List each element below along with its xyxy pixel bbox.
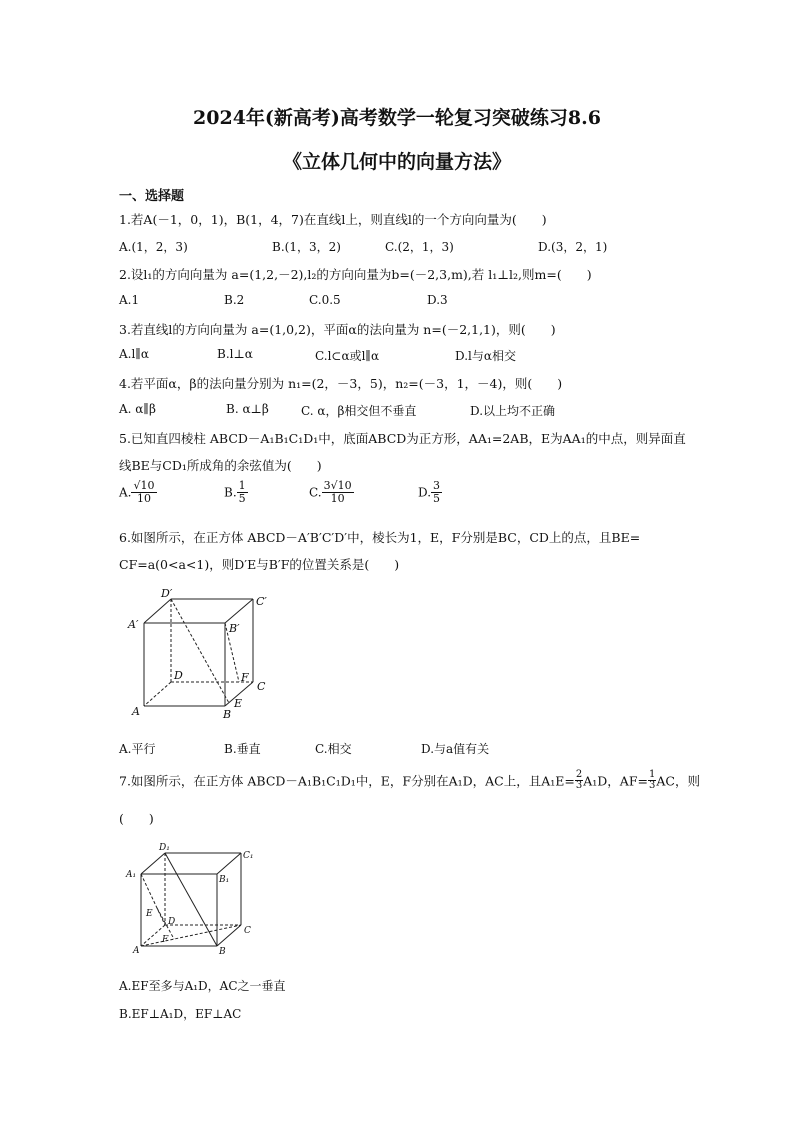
- hidden-edge: [144, 682, 171, 706]
- q6-stem-line-1: 6.如图所示，在正方体 ABCD－A′B′C′D′中，棱长为1，E，F分别是BC，CD上的点，且BE=: [119, 530, 641, 545]
- q5-option-d-label: D.: [418, 485, 432, 500]
- label-c1: C₁: [243, 851, 254, 861]
- label-d: D: [168, 917, 176, 927]
- edge: [225, 599, 253, 623]
- q6-option-b: B.垂直: [224, 742, 261, 756]
- edge: [144, 599, 171, 623]
- q5-option-a-numerator: √10: [133, 479, 155, 492]
- edge: [217, 853, 241, 874]
- label-a1: A₁: [126, 870, 137, 880]
- q5-option-a-denominator: 10: [136, 492, 151, 506]
- label-e: E: [234, 697, 243, 710]
- segment-ac: [141, 925, 241, 946]
- label-a: A: [133, 946, 140, 956]
- q5-stem-line-1: 5.已知直四棱柱 ABCD－A₁B₁C₁D₁中，底面ABCD为正方形，AA₁=2AB，E为AA₁的中点，则异面直: [119, 431, 686, 446]
- q7-fraction-1-denominator: 3: [575, 780, 583, 791]
- q5-option-c: [309, 480, 354, 505]
- label-d: D: [174, 669, 183, 682]
- q4-option-d: D.以上均不正确: [470, 404, 556, 418]
- label-a-prime: A′: [128, 618, 139, 631]
- q7-cube-figure: [119, 840, 264, 958]
- q5-option-a: [119, 480, 157, 505]
- q1-option-b: B.(1，3，2): [272, 240, 341, 254]
- q2-option-c: C.0.5: [309, 293, 341, 307]
- q7-option-a: A.EF至多与A₁D，AC之一垂直: [119, 979, 286, 993]
- q1-stem: 1.若A(－1，0，1)，B(1，4，7)在直线l上，则直线l的一个方向向量为( ): [119, 212, 547, 227]
- label-d-prime: D′: [161, 587, 173, 600]
- segment-dpe: [171, 599, 229, 703]
- label-d1: D₁: [159, 843, 170, 853]
- q5-option-c-label: C.: [309, 485, 322, 500]
- q7-option-b: B.EF⊥A₁D，EF⊥AC: [119, 1007, 242, 1021]
- q2-option-b: B.2: [224, 293, 245, 307]
- label-e: E: [146, 909, 153, 919]
- q5-option-c-denominator: 10: [330, 492, 345, 506]
- label-c-prime: C′: [256, 595, 267, 608]
- label-c: C: [244, 926, 251, 936]
- label-a: A: [132, 705, 140, 718]
- q7-fraction-2-numerator: 1: [648, 769, 656, 780]
- q5-stem-line-2: 线BE与CD₁所成角的余弦值为( ): [119, 458, 322, 473]
- segment-d1b: [165, 853, 217, 946]
- q4-option-b: B. α⊥β: [226, 402, 269, 416]
- q5-option-b-numerator: 1: [238, 479, 246, 492]
- q7-fraction-2-denominator: 3: [648, 780, 656, 791]
- q7-stem-part-2: A₁D，AF=: [583, 773, 648, 789]
- q6-option-c: C.相交: [315, 742, 352, 756]
- label-b: B: [223, 708, 232, 721]
- q4-option-c: C. α，β相交但不垂直: [301, 404, 417, 418]
- q2-stem: 2.设l₁的方向向量为 a=(1,2,－2),l₂的方向向量为b=(－2,3,m),若 l₁⊥l₂,则m=( ): [119, 267, 592, 282]
- label-b: B: [219, 947, 226, 957]
- label-c: C: [257, 680, 266, 693]
- title-line-2: 《立体几何中的向量方法》: [282, 151, 511, 173]
- title-line-1: 2024年(新高考)高考数学一轮复习突破练习8.6: [193, 107, 601, 129]
- q2-option-a: A.1: [119, 293, 140, 307]
- q3-option-a: A.l∥α: [119, 347, 149, 361]
- q5-option-a-label: A.: [119, 485, 132, 500]
- q4-option-a: A. α∥β: [119, 402, 156, 416]
- q1-option-c: C.(2，1，3): [385, 240, 454, 254]
- section-heading: 一、选择题: [119, 189, 185, 204]
- q7-stem-part-3: AC，则: [656, 773, 700, 789]
- q5-option-b-label: B.: [224, 485, 237, 500]
- q5-option-d-numerator: 3: [433, 479, 441, 492]
- q3-option-b: B.l⊥α: [217, 347, 253, 361]
- q7-stem-line-1: [119, 770, 700, 791]
- label-f: F: [162, 935, 169, 945]
- q1-option-a: A.(1，2，3): [119, 240, 188, 254]
- q3-option-c: C.l⊂α或l∥α: [315, 349, 380, 363]
- label-b1: B₁: [219, 875, 230, 885]
- q5-option-d-denominator: 5: [433, 492, 441, 506]
- q5-option-b: [224, 480, 248, 505]
- q6-cube-figure: [119, 586, 279, 726]
- q1-option-d: D.(3，2，1): [538, 240, 608, 254]
- q7-stem-line-2: ( ): [119, 811, 154, 826]
- edge: [141, 853, 165, 874]
- q6-stem-line-2: CF=a(0<a<1)，则D′E与B′F的位置关系是( ): [119, 557, 400, 572]
- q7-fraction-1-numerator: 2: [575, 769, 583, 780]
- label-f: F: [241, 671, 249, 684]
- q3-stem: 3.若直线l的方向向量为 a=(1,0,2)，平面α的法向量为 n=(－2,1,1)，则( ): [119, 322, 556, 337]
- edge: [217, 925, 241, 946]
- q5-option-c-numerator: 3√10: [323, 479, 352, 492]
- segment-a1d: [141, 874, 165, 925]
- label-b-prime: B′: [229, 622, 240, 635]
- q6-option-d: D.与a值有关: [421, 742, 490, 756]
- q5-option-b-denominator: 5: [238, 492, 246, 506]
- q2-option-d: D.3: [427, 293, 448, 307]
- q3-option-d: D.l与α相交: [455, 349, 516, 363]
- q7-stem-part-1: 7.如图所示，在正方体 ABCD－A₁B₁C₁D₁中，E，F分别在A₁D，AC上，且A₁E=: [119, 773, 575, 789]
- q4-stem: 4.若平面α，β的法向量分别为 n₁=(2，－3，5)，n₂=(－3，1，－4)，则( ): [119, 376, 563, 391]
- q6-option-a: A.平行: [119, 742, 156, 756]
- q5-option-d: [418, 480, 442, 505]
